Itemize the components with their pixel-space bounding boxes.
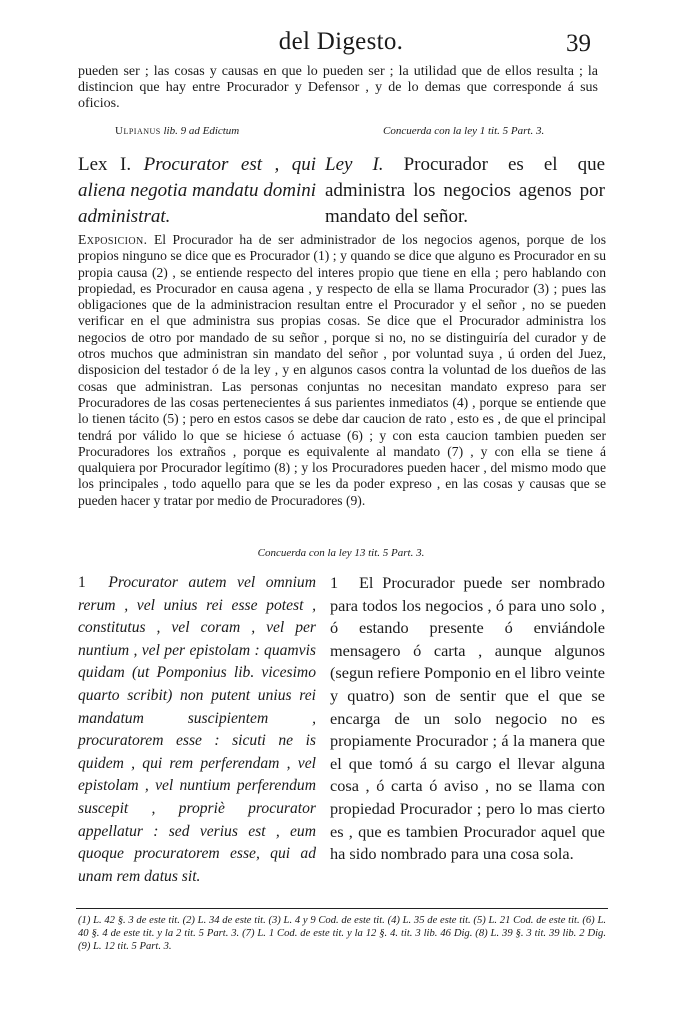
section-1-spanish (330, 572, 605, 866)
lex-latin-text (78, 152, 316, 230)
concordance-note: Concuerda con la ley 1 tit. 5 Part. 3. (383, 125, 545, 137)
source-attribution (115, 125, 239, 137)
section-number-spanish: 1 (330, 573, 339, 592)
lex-latin-body: Procurator est , qui aliena negotia mandatu domini administrat. (78, 154, 317, 227)
ley-spanish-text (325, 152, 605, 230)
author-name: Ulpianus (115, 125, 161, 137)
intro-paragraph: pueden ser ; las cosas y causas en que lo pueden ser ; la utilidad que de ellos resulta ; la distincion que hay entre Procurador y Defensor , y de lo demas que corresponde á sus oficios. (78, 64, 598, 111)
section-1-spanish-body: El Procurador puede ser nombrado para todos los negocios , ó para uno solo , ó estando presente ó enviándole mensagero ó carta , aunque algunos (segun refiere Pomponio en el libro veinte y quatro) son de sentir que el que se encarga de un solo negocio no es propiamente Procurador ; á la manera que el que tomó á su cargo el llevar alguna cosa , ó carta ó aviso , no se llama con propiedad Procurador ; pero lo mas cierto es , que es tambien Procurador aquel que ha sido nombrado para una cosa sola. (330, 573, 605, 864)
running-title: del Digesto. (278, 28, 404, 55)
section-number-latin: 1 (78, 574, 86, 591)
lex-heading: Lex I. (78, 154, 132, 175)
ley-heading: Ley I. (325, 154, 384, 175)
section-1-latin-body: Procurator autem vel omnium rerum , vel unius rei esse potest , constitutus , vel coram , vel per nuntium , vel per epistolam : quamvis quidam (ut Pomponius lib. vicesimo quarto scribit) non putent unius rei mandatum suscipientem , procuratorem esse : sicuti ne is quidem , qui rem perferendam , vel epistolam , vel nuntium perferendum suscepit , propriè procurator appellatur : sed verius est , eum quoque procuratorem esse, qui ad unam rem datus sit. (78, 574, 316, 885)
footnotes: (1) L. 42 §. 3 de este tit. (2) L. 34 de este tit. (3) L. 4 y 9 Cod. de este tit. (4) L. 35 de este tit. (5) L. 21 Cod. de este tit. (6) L. 40 §. 4 de este tit. y la 2 tit. 5 Part. 3. (7) L. 1 Cod. de este tit. y la 12 §. 4. tit. 3 lib. 46 Dig. (8) L. 39 §. 3 tit. 39 lib. 2 Dig. (9) L. 12 tit. 5 Part. 3. (78, 915, 606, 952)
exposition-body: El Procurador ha de ser administrador de los negocios agenos, porque de los propios ninguno se dice que es Procurador (1) ; y quando se dice que alguno es Procurador en su propia causa (2) , se entiende respecto del interes propio que tiene en ella ; pero hablando con propiedad, es Procurador en causa agena , y respecto de ella se llama Procurador (3) ; pues las obligaciones que de la administracion resultan entre el Procurador y el señor , no se pueden verificar en el que administra sus propias cosas. Se dice que el Procurador administra los negocios de otro por mandado de su señor , porque si no, no se distinguiría del curador y de otros muchos que administran sin mandato del señor , por voluntad suya , ú orden del Juez, disposicion del testador ó de la ley , y en algunos casos contra la voluntad de los dueños de las cosas que administran. Las personas conjuntas no necesitan mandato expreso para ser Procuradores de las cosas pertenecientes á sus parientes inmediatos (4) , porque se entiende que lo tienen tácito (5) ; pero en estos casos se debe dar caucion de rato , esto es , de que el principal tendrá por válido lo que se hiciese ó actuase (6) ; y con esta caucion tambien pueden ser Procuradores los extraños , porque es equivalente al mandato (7) , y con ella se tiene á qualquiera por Procurador legítimo (8) ; y los Procuradores pueden hacer , del mismo modo que los principales , todo aquello para que se les da poder expreso , en las cosas y causas que se pueden hacer y tratar por medio de Procuradores (9). (78, 232, 606, 508)
footnote-divider (76, 908, 608, 909)
page-number: 39 (566, 30, 591, 57)
source-reference: lib. 9 ad Edictum (163, 125, 240, 137)
concordance-note-2: Concuerda con la ley 13 tit. 5 Part. 3. (257, 547, 425, 559)
section-1-latin (78, 572, 316, 888)
ley-spanish-body: Procurador es el que administra los negocios agenos por mandato del señor. (325, 154, 606, 227)
exposition-paragraph (78, 232, 606, 509)
exposition-label: Exposicion. (78, 232, 148, 247)
